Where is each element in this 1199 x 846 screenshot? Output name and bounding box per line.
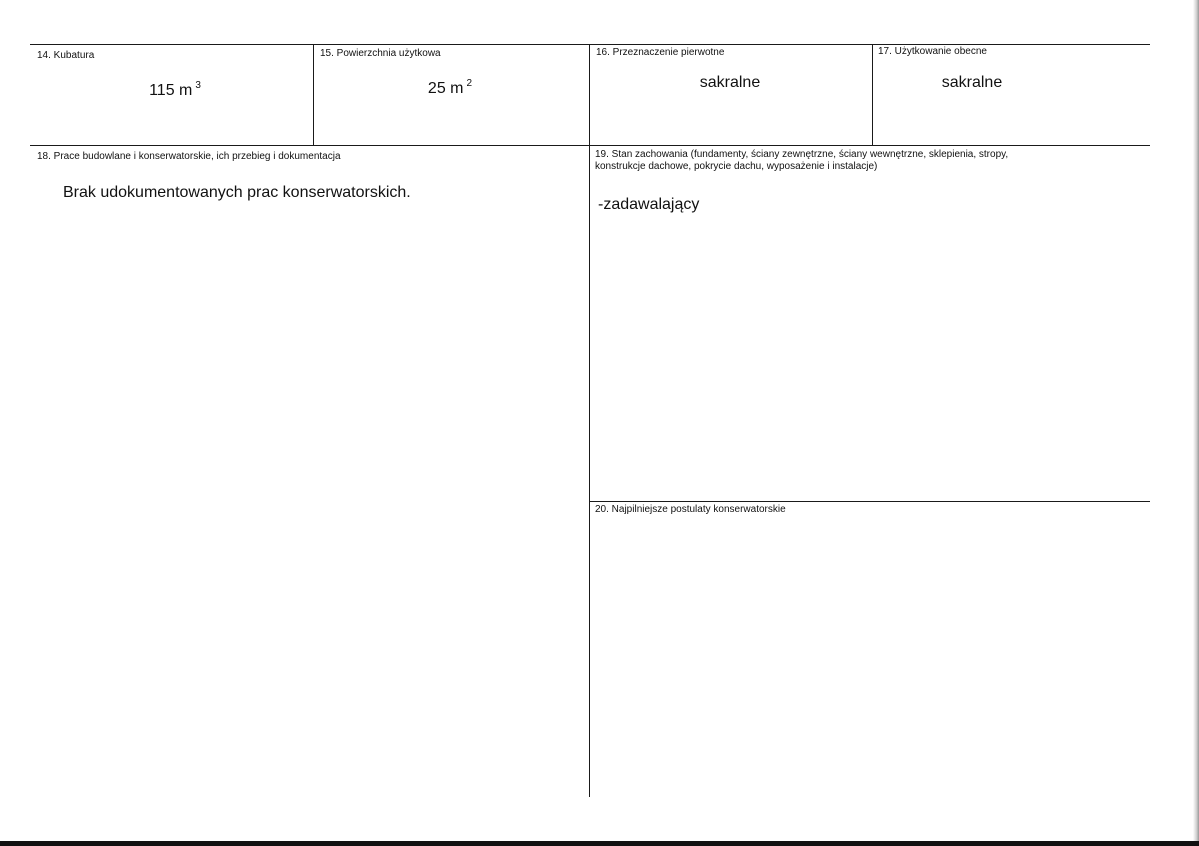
- field-14-label: 14. Kubatura: [37, 50, 95, 61]
- field-19-label-line1: 19. Stan zachowania (fundamenty, ściany zewnętrzne, ściany wewnętrzne, sklepienia, stropy,: [595, 149, 1009, 160]
- row-divider-19-20: [589, 501, 1150, 502]
- field-14-unit-exponent: 3: [195, 80, 201, 91]
- field-15-value: [375, 74, 525, 99]
- field-19-value: -zadawalający: [598, 196, 700, 213]
- top-border: [30, 44, 1150, 45]
- field-16-value: sakralne: [699, 74, 761, 91]
- divider-14-15: [313, 44, 314, 145]
- field-15-value-text: 25 m: [427, 80, 464, 97]
- divider-16-17: [872, 44, 873, 145]
- field-19-label-line2: konstrukcje dachowe, pokrycie dachu, wyposażenie i instalacje): [595, 161, 878, 172]
- field-20-label: 20. Najpilniejsze postulaty konserwatorskie: [595, 504, 786, 515]
- divider-15-16: [589, 44, 590, 797]
- field-16-label: 16. Przeznaczenie pierwotne: [596, 47, 725, 58]
- field-17-label: 17. Użytkowanie obecne: [878, 46, 987, 57]
- field-15-unit-exponent: 2: [466, 78, 473, 89]
- field-17-value: sakralne: [941, 74, 1003, 91]
- row-divider-1: [30, 145, 1150, 146]
- scan-edge-right: [1193, 0, 1199, 846]
- field-14-value-text: 115 m: [149, 82, 193, 99]
- scan-edge-bottom: [0, 841, 1199, 846]
- field-15-label: 15. Powierzchnia użytkowa: [320, 48, 441, 59]
- field-18-value: Brak udokumentowanych prac konserwatorskich.: [63, 184, 411, 201]
- field-14-value: [100, 76, 250, 101]
- field-18-label: 18. Prace budowlane i konserwatorskie, ich przebieg i dokumentacja: [37, 151, 341, 162]
